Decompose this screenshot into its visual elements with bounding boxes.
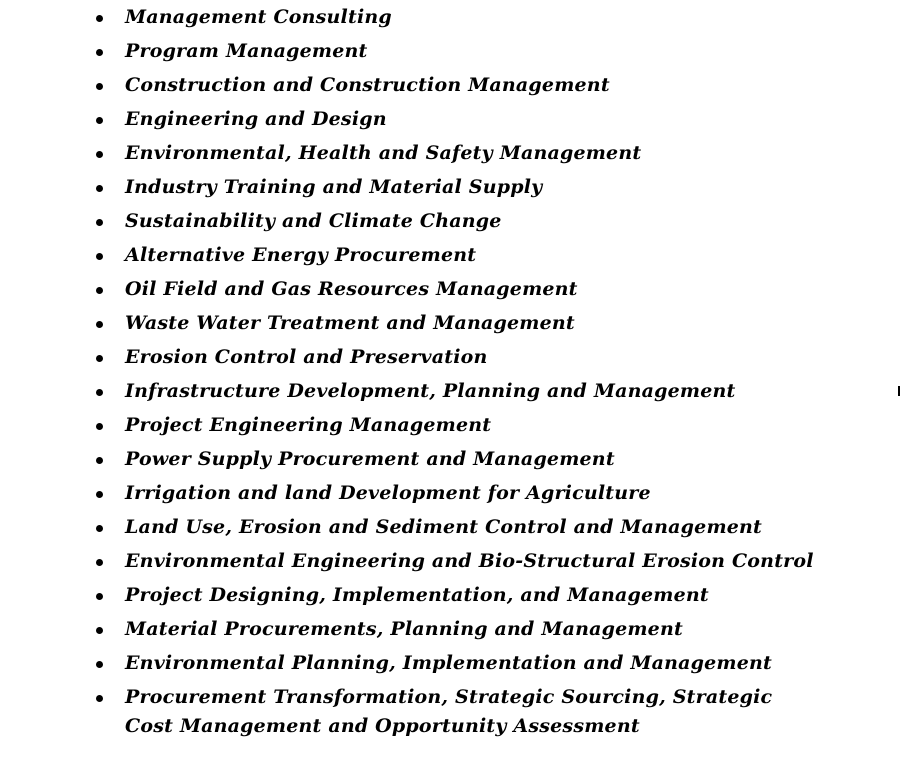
list-item [0,3,820,37]
list-item-text: Procurement Transformation, Strategic Sourcing, Strategic Cost Management and Opportunity Assessment [125,686,773,737]
list-item [0,445,820,479]
bullet-icon [96,525,103,532]
list-item [0,105,820,139]
list-item [0,71,820,105]
list-item-text: Environmental, Health and Safety Management [125,142,642,164]
bullet-icon [96,15,103,22]
bullet-icon [96,593,103,600]
list-item-text: Industry Training and Material Supply [125,176,543,198]
list-item [0,615,820,649]
list-item [0,139,820,173]
list-item-text: Environmental Planning, Implementation and Management [125,652,772,674]
bullet-icon [96,695,103,702]
list-item-text: Erosion Control and Preservation [125,346,488,368]
bullet-icon [96,355,103,362]
list-item-text: Management Consulting [125,6,392,28]
bullet-icon [96,49,103,56]
list-item [0,275,820,309]
bullet-icon [96,423,103,430]
list-item-text: Sustainability and Climate Change [125,210,502,232]
bullet-icon [96,457,103,464]
list-item [0,547,820,581]
list-item [0,173,820,207]
bullet-icon [96,389,103,396]
bullet-icon [96,219,103,226]
list-item-text: Environmental Engineering and Bio-Structural Erosion Control [125,550,814,572]
list-item [0,207,820,241]
bullet-icon [96,321,103,328]
list-item-text: Program Management [125,40,368,62]
list-item-text: Power Supply Procurement and Management [125,448,615,470]
list-item [0,309,820,343]
list-item-text: Land Use, Erosion and Sediment Control and Management [125,516,763,538]
bullet-icon [96,627,103,634]
list-item [0,411,820,445]
bullet-icon [96,83,103,90]
list-item [0,377,820,411]
list-item [0,479,820,513]
list-item [0,513,820,547]
list-item-text: Project Engineering Management [125,414,492,436]
bullet-icon [96,151,103,158]
list-item [0,581,820,615]
list-item [0,241,820,275]
list-item-text: Project Designing, Implementation, and Management [125,584,709,606]
list-item-text: Oil Field and Gas Resources Management [125,278,578,300]
bullet-icon [96,185,103,192]
list-item [0,343,820,377]
list-item-text: Waste Water Treatment and Management [125,312,575,334]
list-item-text: Irrigation and land Development for Agriculture [125,482,651,504]
bullet-icon [96,661,103,668]
list-item-text: Construction and Construction Management [125,74,610,96]
list-item [0,683,805,741]
list-item-text: Infrastructure Development, Planning and Management [125,380,736,402]
list-item-text: Material Procurements, Planning and Management [125,618,683,640]
list-item-text: Alternative Energy Procurement [125,244,477,266]
list-item [0,649,820,683]
services-list [0,3,820,741]
bullet-icon [96,253,103,260]
bullet-icon [96,559,103,566]
bullet-icon [96,287,103,294]
bullet-icon [96,491,103,498]
list-item-text: Engineering and Design [125,108,387,130]
list-item [0,37,820,71]
bullet-icon [96,117,103,124]
